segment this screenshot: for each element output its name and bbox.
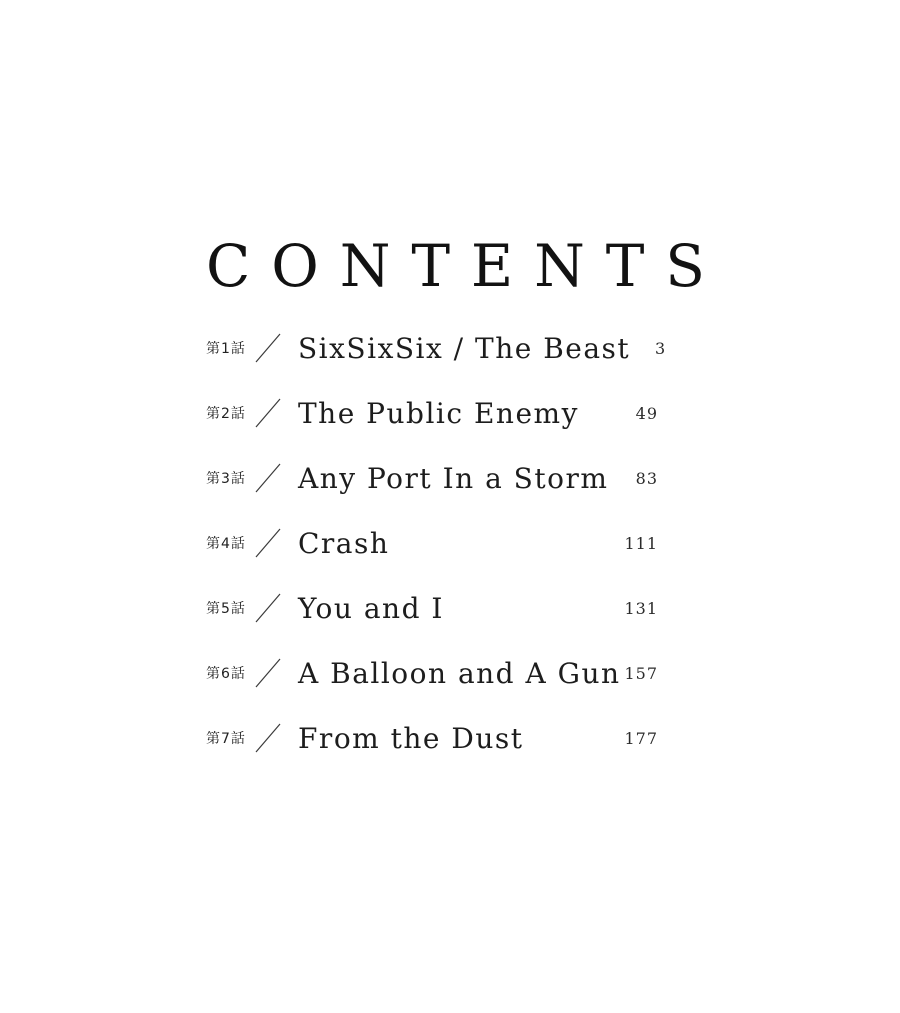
toc-entry	[206, 331, 667, 365]
chapter-label: 第4話	[206, 536, 246, 552]
chapter-label: 第3話	[206, 471, 246, 487]
slash-separator-icon	[254, 462, 282, 494]
page-number: 83	[635, 468, 658, 488]
chapter-label: 第7話	[206, 731, 246, 747]
slash-separator-icon	[254, 332, 282, 364]
toc-entry	[206, 397, 658, 429]
page-number: 131	[624, 598, 658, 618]
chapter-title: Any Port In a Storm	[298, 461, 609, 495]
page-title: CONTENTS	[206, 232, 726, 300]
chapter-title: You and I	[298, 591, 444, 625]
chapter-title: SixSixSix / The Beast	[298, 331, 631, 365]
toc-entry	[206, 657, 658, 689]
slash-separator-icon	[254, 397, 282, 429]
toc-entry	[206, 722, 658, 754]
slash-separator-icon	[254, 722, 282, 754]
toc-entry	[206, 462, 658, 494]
chapter-title: Crash	[298, 526, 390, 560]
chapter-label: 第5話	[206, 601, 246, 617]
chapter-title: The Public Enemy	[298, 396, 579, 430]
chapter-label: 第6話	[206, 666, 246, 682]
chapter-title: From the Dust	[298, 721, 524, 755]
slash-separator-icon	[254, 527, 282, 559]
chapter-label: 第2話	[206, 406, 246, 422]
chapter-label: 第1話	[206, 341, 246, 357]
slash-separator-icon	[254, 592, 282, 624]
page-number: 177	[624, 728, 658, 748]
chapter-title: A Balloon and A Gun	[298, 656, 621, 690]
slash-separator-icon	[254, 657, 282, 689]
toc-entry	[206, 592, 658, 624]
table-of-contents	[206, 331, 667, 755]
contents-block	[206, 232, 726, 787]
page-number: 49	[635, 403, 658, 423]
page-number: 111	[624, 533, 658, 553]
toc-entry	[206, 527, 658, 559]
page-number: 3	[654, 338, 667, 358]
page-number: 157	[624, 663, 658, 683]
